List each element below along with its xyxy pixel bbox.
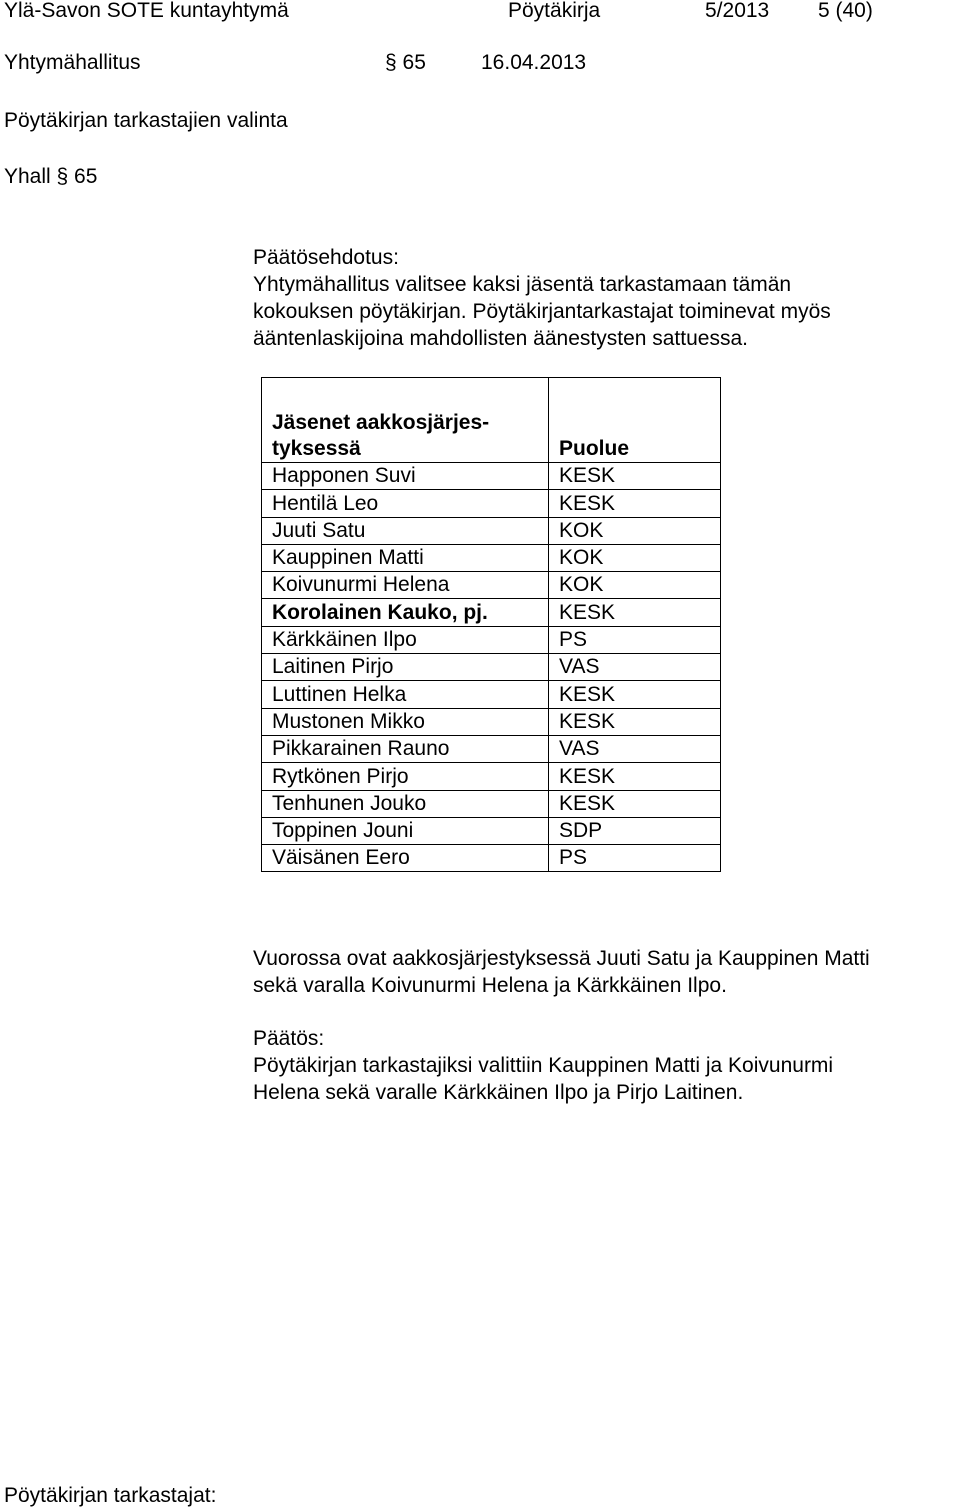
inspector-turn-text [253,945,943,999]
member-name: Kauppinen Matti [262,544,549,571]
section-number: § 65 [385,51,426,74]
member-name: Kärkkäinen Ilpo [262,626,549,653]
organization-name: Ylä-Savon SOTE kuntayhtymä [4,0,289,22]
proposal-label: Päätösehdotus: [253,246,399,269]
column-header-members [262,378,549,463]
member-name: Luttinen Helka [262,681,549,708]
table-row [262,763,721,790]
member-name: Juuti Satu [262,517,549,544]
proposal-line: ääntenlaskijoina mahdollisten äänestysten sattuessa. [253,327,748,350]
proposal-line: kokouksen pöytäkirjan. Pöytäkirjantarkastajat toiminevat myös [253,300,831,323]
member-party: KOK [549,517,721,544]
decision [253,1025,943,1106]
column-header-members-line: tyksessä [272,437,361,460]
member-name: Pikkarainen Rauno [262,735,549,762]
member-name-chair: Korolainen Kauko, pj. [262,599,549,626]
member-party: KOK [549,544,721,571]
table-row [262,599,721,626]
column-header-party: Puolue [549,378,721,463]
turn-line: sekä varalla Koivunurmi Helena ja Kärkkäinen Ilpo. [253,974,727,997]
member-name: Koivunurmi Helena [262,572,549,599]
member-party: KESK [549,708,721,735]
section-reference: Yhall § 65 [4,165,98,188]
table-row [262,626,721,653]
meeting-date: 16.04.2013 [481,51,587,74]
table-row [262,572,721,599]
page-number: 5 (40) [818,0,873,22]
decision-proposal [253,244,943,352]
member-party: PS [549,626,721,653]
member-name: Laitinen Pirjo [262,654,549,681]
member-party: KESK [549,463,721,490]
member-party: KESK [549,599,721,626]
table-row [262,463,721,490]
member-name: Hentilä Leo [262,490,549,517]
table-row [262,681,721,708]
document-number: 5/2013 [705,0,770,22]
proposal-line: Yhtymähallitus valitsee kaksi jäsentä tarkastamaan tämän [253,273,792,296]
table-row [262,517,721,544]
footer-inspectors-label: Pöytäkirjan tarkastajat: [4,1484,217,1507]
member-party: KESK [549,490,721,517]
member-party: VAS [549,735,721,762]
page-title: Pöytäkirjan tarkastajien valinta [4,109,288,132]
table-header-row [262,378,721,463]
decision-line: Helena sekä varalle Kärkkäinen Ilpo ja Pirjo Laitinen. [253,1081,744,1104]
table-row [262,708,721,735]
table-row [262,817,721,844]
table-row [262,735,721,762]
table-row [262,490,721,517]
member-party: VAS [549,654,721,681]
column-header-members-line: Jäsenet aakkosjärjes- [272,411,490,434]
member-name: Happonen Suvi [262,463,549,490]
member-name: Tenhunen Jouko [262,790,549,817]
members-table [261,377,721,872]
member-name: Toppinen Jouni [262,817,549,844]
member-party: KESK [549,681,721,708]
member-party: SDP [549,817,721,844]
table-row [262,654,721,681]
table-row [262,790,721,817]
decision-line: Pöytäkirjan tarkastajiksi valittiin Kauppinen Matti ja Koivunurmi [253,1054,834,1077]
table-row [262,544,721,571]
member-name: Mustonen Mikko [262,708,549,735]
document-type: Pöytäkirja [508,0,601,22]
governing-body-name: Yhtymähallitus [4,51,141,74]
member-party: PS [549,845,721,872]
table-row [262,845,721,872]
member-name: Rytkönen Pirjo [262,763,549,790]
member-party: KESK [549,763,721,790]
turn-line: Vuorossa ovat aakkosjärjestyksessä Juuti Satu ja Kauppinen Matti [253,947,870,970]
member-name: Väisänen Eero [262,845,549,872]
member-party: KOK [549,572,721,599]
decision-label: Päätös: [253,1027,325,1050]
member-party: KESK [549,790,721,817]
